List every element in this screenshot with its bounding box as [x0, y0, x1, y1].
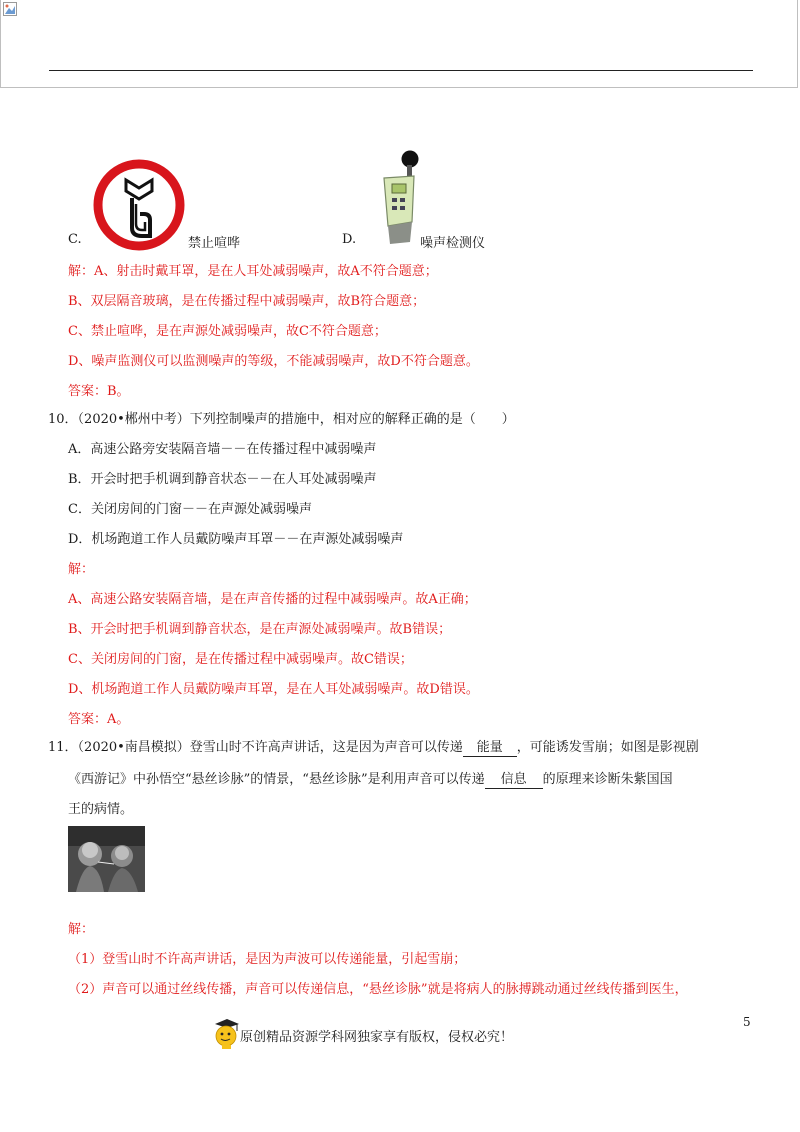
q11-solution-line-1: （1）登雪山时不许高声讲话，是因为声波可以传递能量，引起雪崩；	[68, 952, 467, 967]
header-divider	[49, 70, 753, 71]
broken-image-icon	[3, 2, 17, 16]
q11-blank-2: 信息	[485, 772, 543, 789]
q11-blank-1: 能量	[463, 740, 517, 757]
q11-text-1b: ，可能诱发雪崩；如图是影视剧	[516, 740, 699, 755]
q10-solution-line-1: A、高速公路安装隔音墙，是在声音传播的过程中减弱噪声。故A正确；	[68, 592, 477, 607]
q11-solution-label: 解：	[68, 922, 95, 937]
q9-options-row	[68, 150, 768, 250]
option-d-caption: 噪声检测仪	[420, 236, 486, 251]
q11-stem-line-2	[68, 772, 673, 789]
page-header	[0, 0, 798, 88]
q9-solution-line-3: C、禁止喧哗，是在声源处减弱噪声，故C不符合题意；	[68, 324, 387, 339]
noise-meter-icon	[374, 150, 420, 248]
option-c-caption: 禁止喧哗	[188, 236, 241, 251]
mascot-logo-icon	[212, 1018, 240, 1050]
xiyouji-scene-photo	[68, 826, 145, 892]
q9-solution-line-4: D、噪声监测仪可以监测噪声的等级，不能减弱噪声，故D不符合题意。	[68, 354, 479, 369]
q11-stem-line-3: 王的病情。	[68, 802, 134, 817]
q11-stem-line-1	[48, 740, 699, 757]
q11-solution-line-2: （2）声音可以通过丝线传播，声音可以传递信息，“悬丝诊脉”就是将病人的脉搏跳动通过丝线传播到医生，	[68, 982, 688, 997]
q10-stem: 10．（2020•郴州中考）下列控制噪声的措施中，相对应的解释正确的是（ ）	[48, 412, 515, 427]
q11-text-2b: 的原理来诊断朱紫国国	[542, 772, 673, 787]
q11-text-2a: 《西游记》中孙悟空“悬丝诊脉”的情景，“悬丝诊脉”是利用声音可以传递	[68, 772, 485, 787]
q10-option-c: C．关闭房间的门窗－－在声源处减弱噪声	[68, 502, 312, 517]
q10-solution-label: 解：	[68, 562, 95, 577]
q10-solution-line-2: B、开会时把手机调到静音状态，是在声源处减弱噪声。故B错误；	[68, 622, 452, 637]
q11-text-1a: 11．（2020•南昌模拟）登雪山时不许高声讲话，这是因为声音可以传递	[48, 740, 463, 755]
no-shouting-sign-icon	[92, 158, 186, 252]
q10-solution-line-3: C、关闭房间的门窗，是在传播过程中减弱噪声。故C错误；	[68, 652, 413, 667]
footer-copyright: 原创精品资源学科网独家享有版权，侵权必究！	[240, 1030, 514, 1045]
q10-option-a: A．高速公路旁安装隔音墙－－在传播过程中减弱噪声	[68, 442, 377, 457]
option-c-letter: C.	[68, 232, 82, 247]
q9-solution-line-1: 解：A、射击时戴耳罩，是在人耳处减弱噪声，故A不符合题意；	[68, 264, 438, 279]
q9-answer: 答案：B。	[68, 384, 130, 399]
page-number: 5	[743, 1015, 751, 1029]
q10-option-b: B．开会时把手机调到静音状态－－在人耳处减弱噪声	[68, 472, 377, 487]
q10-solution-line-4: D、机场跑道工作人员戴防噪声耳罩，是在人耳处减弱噪声。故D错误。	[68, 682, 479, 697]
q10-option-d: D．机场跑道工作人员戴防噪声耳罩－－在声源处减弱噪声	[68, 532, 404, 547]
q9-solution-line-2: B、双层隔音玻璃，是在传播过程中减弱噪声，故B符合题意；	[68, 294, 426, 309]
option-d-letter: D.	[342, 232, 357, 247]
q10-answer: 答案：A。	[68, 712, 130, 727]
